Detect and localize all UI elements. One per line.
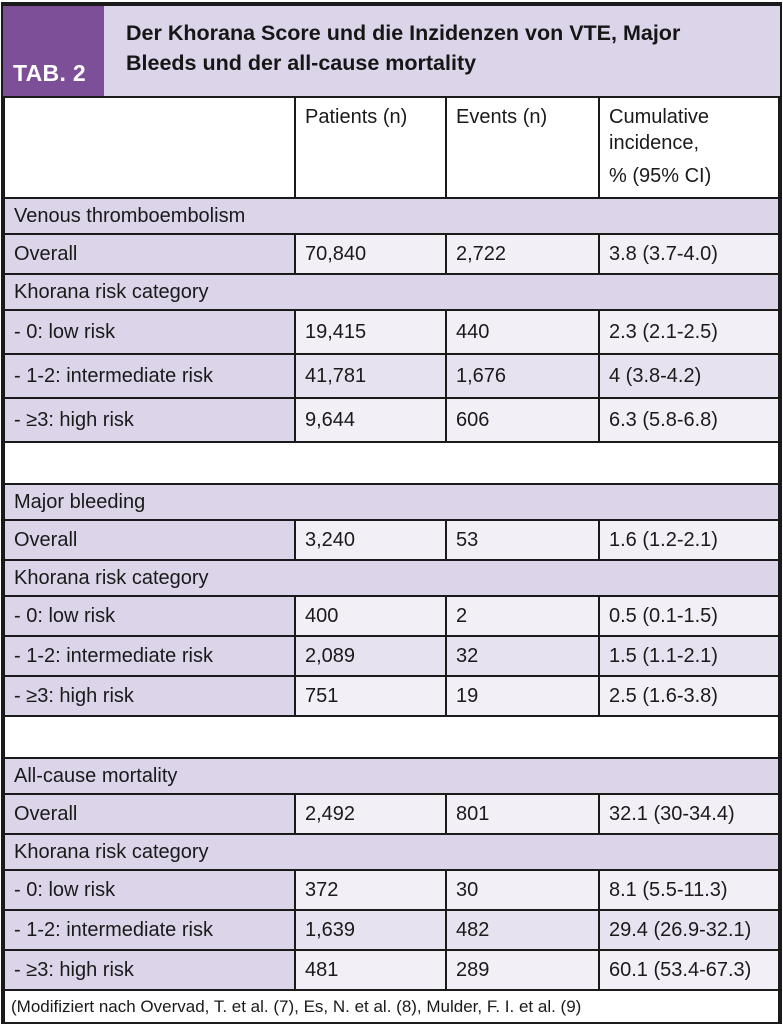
incidence-value: 3.8 (3.7-4.0) [599,234,779,274]
column-header-incidence-line1: Cumulative incidence, [609,106,710,154]
patients-value: 1,639 [295,910,446,950]
table-row [4,950,779,990]
incidence-value: 2.3 (2.1-2.5) [599,310,779,354]
events-value: 53 [446,520,599,560]
events-value: 19 [446,676,599,716]
row-label: - 0: low risk [4,310,295,354]
patients-value: 2,089 [295,636,446,676]
incidence-value: 1.6 (1.2-2.1) [599,520,779,560]
events-value: 606 [446,398,599,442]
incidence-value: 32.1 (30-34.4) [599,794,779,834]
table-row [4,310,779,354]
section-label: Venous thromboembolism [4,198,779,234]
incidence-value: 1.5 (1.1-2.1) [599,636,779,676]
patients-value: 3,240 [295,520,446,560]
spacer-row [4,442,779,484]
table-title: Der Khorana Score und die Inzidenzen von VTE, Major Bleeds und der all-cause mortality [126,21,681,75]
patients-value: 481 [295,950,446,990]
row-label: - 0: low risk [4,870,295,910]
events-value: 1,676 [446,354,599,398]
source-footer-row [4,990,779,1023]
incidence-value: 0.5 (0.1-1.5) [599,596,779,636]
table-row [4,596,779,636]
table-row [4,520,779,560]
column-header-empty [4,97,295,198]
data-table [3,96,780,1024]
table-title-band [3,6,780,96]
khorana-score-table [1,2,782,1024]
section-row-risk-category [4,834,779,870]
row-label: - ≥3: high risk [4,676,295,716]
row-label: - 1-2: intermediate risk [4,910,295,950]
column-header-incidence-line2: % (95% CI) [609,165,712,187]
events-value: 2 [446,596,599,636]
row-label: Overall [4,520,295,560]
incidence-value: 8.1 (5.5-11.3) [599,870,779,910]
events-value: 32 [446,636,599,676]
row-label: Overall [4,794,295,834]
source-citation: (Modifiziert nach Overvad, T. et al. (7), Es, N. et al. (8), Mulder, F. I. et al. (9) [4,990,779,1023]
section-label: Khorana risk category [4,274,779,310]
incidence-value: 2.5 (1.6-3.8) [599,676,779,716]
row-label: - 1-2: intermediate risk [4,354,295,398]
table-row [4,636,779,676]
section-row-vte [4,198,779,234]
incidence-value: 29.4 (26.9-32.1) [599,910,779,950]
row-label: - ≥3: high risk [4,398,295,442]
events-value: 801 [446,794,599,834]
incidence-value: 6.3 (5.8-6.8) [599,398,779,442]
table-row [4,870,779,910]
table-row [4,910,779,950]
patients-value: 751 [295,676,446,716]
column-header-events: Events (n) [446,97,599,198]
patients-value: 41,781 [295,354,446,398]
patients-value: 9,644 [295,398,446,442]
table-number-badge [3,6,104,96]
table-number-label: TAB. 2 [13,60,86,86]
section-label: All-cause mortality [4,758,779,794]
section-row-risk-category [4,274,779,310]
patients-value: 19,415 [295,310,446,354]
table-row [4,676,779,716]
patients-value: 400 [295,596,446,636]
events-value: 482 [446,910,599,950]
section-label: Khorana risk category [4,834,779,870]
patients-value: 2,492 [295,794,446,834]
patients-value: 372 [295,870,446,910]
row-label: - 0: low risk [4,596,295,636]
section-label: Khorana risk category [4,560,779,596]
events-value: 440 [446,310,599,354]
events-value: 30 [446,870,599,910]
patients-value: 70,840 [295,234,446,274]
column-header-patients: Patients (n) [295,97,446,198]
section-label: Major bleeding [4,484,779,520]
incidence-value: 60.1 (53.4-67.3) [599,950,779,990]
table-row [4,354,779,398]
section-row-risk-category [4,560,779,596]
table-row [4,794,779,834]
row-label: - 1-2: intermediate risk [4,636,295,676]
row-label: Overall [4,234,295,274]
events-value: 2,722 [446,234,599,274]
table-row [4,234,779,274]
spacer-row [4,716,779,758]
section-row-all-cause-mortality [4,758,779,794]
section-row-major-bleeding [4,484,779,520]
row-label: - ≥3: high risk [4,950,295,990]
column-header-incidence [599,97,779,198]
incidence-value: 4 (3.8-4.2) [599,354,779,398]
events-value: 289 [446,950,599,990]
table-row [4,398,779,442]
column-header-row [4,97,779,198]
